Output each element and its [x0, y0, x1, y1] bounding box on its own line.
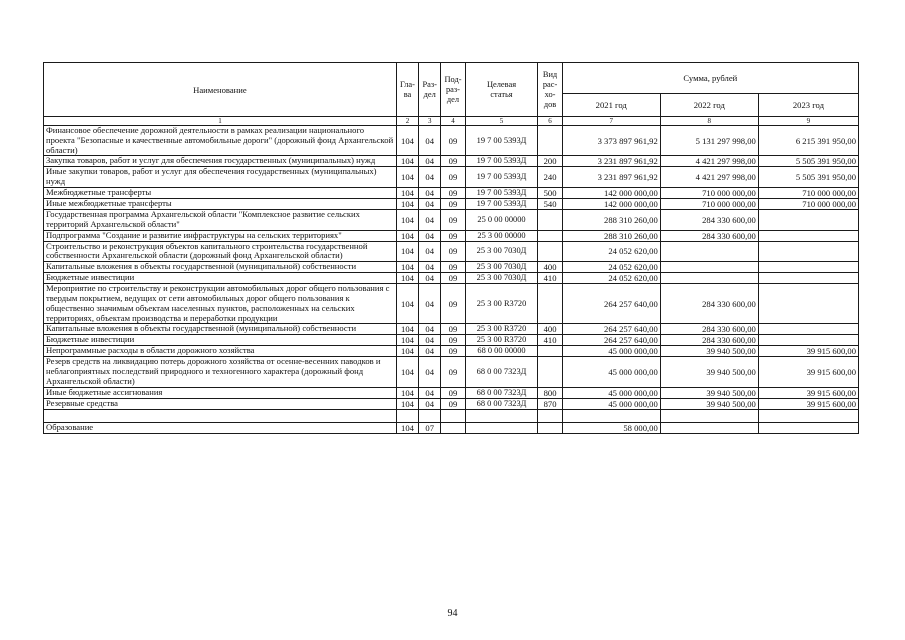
row-sum-2022: 710 000 000,00: [660, 198, 758, 209]
row-sum-2023: 39 915 600,00: [758, 387, 858, 398]
row-razdel: 04: [419, 387, 441, 398]
row-name: Подпрограмма "Создание и развитие инфраструктуры на сельских территориях": [44, 230, 397, 241]
row-sum-2021: 45 000 000,00: [562, 357, 660, 387]
col-number: 2: [396, 117, 418, 126]
header-sum: Сумма, рублей: [562, 63, 858, 94]
row-razdel: 07: [419, 422, 441, 433]
row-podrazdel: 09: [441, 209, 465, 230]
table-row: [44, 273, 859, 284]
table-row: [44, 398, 859, 409]
row-sum-2023: 39 915 600,00: [758, 357, 858, 387]
header-2021: 2021 год: [562, 94, 660, 117]
table-row: [44, 198, 859, 209]
row-sum-2023: 39 915 600,00: [758, 398, 858, 409]
row-vid: 400: [538, 324, 562, 335]
row-sum-2022: 284 330 600,00: [660, 335, 758, 346]
row-sum-2023: 6 215 391 950,00: [758, 126, 858, 156]
row-sum-2021: 264 257 640,00: [562, 324, 660, 335]
row-name: Капитальные вложения в объекты государственной (муниципальной) собственности: [44, 262, 397, 273]
row-glava: 104: [396, 126, 418, 156]
table-row: [44, 262, 859, 273]
row-name: Межбюджетные трансферты: [44, 187, 397, 198]
row-podrazdel: 09: [441, 346, 465, 357]
row-podrazdel: 09: [441, 335, 465, 346]
row-sum-2021: 24 052 620,00: [562, 241, 660, 262]
row-sum-2023: 5 505 391 950,00: [758, 167, 858, 188]
row-vid: [538, 409, 562, 422]
row-sum-2023: [758, 409, 858, 422]
row-razdel: 04: [419, 187, 441, 198]
row-name: Резерв средств на ликвидацию потерь дорожного хозяйства от осенне-весенних паводков и неблагоприятных последствий природного и техногенного характера (дорожный фонд Архангельской области): [44, 357, 397, 387]
row-sum-2021: 264 257 640,00: [562, 284, 660, 324]
row-target: 19 7 00 5393Д: [465, 167, 538, 188]
row-glava: 104: [396, 198, 418, 209]
row-podrazdel: 09: [441, 387, 465, 398]
table-row: [44, 409, 859, 422]
table-row: [44, 357, 859, 387]
row-target: [465, 422, 538, 433]
row-podrazdel: 09: [441, 156, 465, 167]
row-vid: 410: [538, 273, 562, 284]
row-glava: 104: [396, 324, 418, 335]
header-podrazdel: Под- раз- дел: [441, 63, 465, 117]
row-sum-2021: 24 052 620,00: [562, 262, 660, 273]
row-sum-2023: [758, 324, 858, 335]
table-row: [44, 284, 859, 324]
row-razdel: 04: [419, 198, 441, 209]
row-sum-2021: 142 000 000,00: [562, 198, 660, 209]
row-sum-2022: 284 330 600,00: [660, 324, 758, 335]
row-razdel: 04: [419, 262, 441, 273]
header-name: Наименование: [44, 63, 397, 117]
row-razdel: 04: [419, 241, 441, 262]
row-podrazdel: 09: [441, 398, 465, 409]
row-podrazdel: 09: [441, 324, 465, 335]
row-razdel: 04: [419, 126, 441, 156]
row-target: 68 0 00 7323Д: [465, 357, 538, 387]
row-sum-2023: [758, 230, 858, 241]
row-target: 19 7 00 5393Д: [465, 187, 538, 198]
row-name: Бюджетные инвестиции: [44, 335, 397, 346]
row-target: 25 3 00 00000: [465, 230, 538, 241]
row-name: Резервные средства: [44, 398, 397, 409]
row-sum-2021: 45 000 000,00: [562, 398, 660, 409]
row-glava: 104: [396, 335, 418, 346]
row-target: 25 3 00 R3720: [465, 335, 538, 346]
row-name: Государственная программа Архангельской области "Комплексное развитие сельских территорий Архангельской области": [44, 209, 397, 230]
row-glava: 104: [396, 284, 418, 324]
row-name: Строительство и реконструкция объектов капитального строительства государственной собственности Архангельской области (дорожный фонд Архангельской области): [44, 241, 397, 262]
table-row: [44, 230, 859, 241]
row-glava: 104: [396, 398, 418, 409]
row-sum-2023: [758, 335, 858, 346]
row-vid: [538, 357, 562, 387]
row-sum-2023: [758, 284, 858, 324]
row-vid: 870: [538, 398, 562, 409]
row-razdel: 04: [419, 209, 441, 230]
row-podrazdel: 09: [441, 198, 465, 209]
table-row: [44, 167, 859, 188]
row-razdel: 04: [419, 357, 441, 387]
row-podrazdel: 09: [441, 167, 465, 188]
row-glava: 104: [396, 241, 418, 262]
page-number: 94: [447, 608, 458, 619]
row-sum-2022: 39 940 500,00: [660, 346, 758, 357]
table-row: [44, 422, 859, 433]
table-row: [44, 241, 859, 262]
header-razdel: Раз- дел: [419, 63, 441, 117]
row-sum-2023: [758, 241, 858, 262]
row-sum-2021: 3 373 897 961,92: [562, 126, 660, 156]
row-sum-2022: 39 940 500,00: [660, 357, 758, 387]
row-glava: 104: [396, 273, 418, 284]
row-sum-2022: 39 940 500,00: [660, 387, 758, 398]
row-name: Иные бюджетные ассигнования: [44, 387, 397, 398]
table-row: [44, 126, 859, 156]
table-row: [44, 187, 859, 198]
row-sum-2021: 264 257 640,00: [562, 335, 660, 346]
header-target: Целевая статья: [465, 63, 538, 117]
row-target: 25 0 00 00000: [465, 209, 538, 230]
row-sum-2022: 284 330 600,00: [660, 209, 758, 230]
row-sum-2022: 710 000 000,00: [660, 187, 758, 198]
row-target: 19 7 00 5393Д: [465, 156, 538, 167]
row-glava: 104: [396, 187, 418, 198]
row-sum-2021: 3 231 897 961,92: [562, 156, 660, 167]
row-sum-2022: [660, 273, 758, 284]
row-sum-2022: 284 330 600,00: [660, 284, 758, 324]
row-podrazdel: [441, 409, 465, 422]
row-sum-2021: 45 000 000,00: [562, 387, 660, 398]
row-glava: 104: [396, 422, 418, 433]
table-body: [44, 126, 859, 434]
row-sum-2021: [562, 409, 660, 422]
col-number: 5: [465, 117, 538, 126]
row-sum-2021: 58 000,00: [562, 422, 660, 433]
row-sum-2023: [758, 422, 858, 433]
row-glava: 104: [396, 230, 418, 241]
row-sum-2022: [660, 241, 758, 262]
row-sum-2021: 288 310 260,00: [562, 209, 660, 230]
row-sum-2022: [660, 262, 758, 273]
row-sum-2021: 45 000 000,00: [562, 346, 660, 357]
row-sum-2023: [758, 262, 858, 273]
row-target: 68 0 00 00000: [465, 346, 538, 357]
col-number: 9: [758, 117, 858, 126]
row-vid: [538, 241, 562, 262]
table-row: [44, 156, 859, 167]
row-vid: [538, 230, 562, 241]
row-razdel: 04: [419, 335, 441, 346]
header-vid: Вид рас- хо- дов: [538, 63, 562, 117]
row-target: [465, 409, 538, 422]
row-target: 68 0 00 7323Д: [465, 398, 538, 409]
table-row: [44, 387, 859, 398]
row-name: Закупка товаров, работ и услуг для обеспечения государственных (муниципальных) нужд: [44, 156, 397, 167]
row-name: Бюджетные инвестиции: [44, 273, 397, 284]
row-sum-2023: [758, 273, 858, 284]
row-name: Финансовое обеспечение дорожной деятельности в рамках реализации национального проекта "Безопасные и качественные автомобильные дороги" (дорожный фонд Архангельской области): [44, 126, 397, 156]
column-numbers-row: [44, 117, 859, 126]
row-vid: [538, 209, 562, 230]
row-sum-2023: 710 000 000,00: [758, 198, 858, 209]
row-razdel: 04: [419, 324, 441, 335]
header-2023: 2023 год: [758, 94, 858, 117]
row-vid: [538, 346, 562, 357]
col-number: 3: [419, 117, 441, 126]
row-vid: 240: [538, 167, 562, 188]
row-glava: 104: [396, 156, 418, 167]
row-vid: 410: [538, 335, 562, 346]
row-target: 19 7 00 5393Д: [465, 126, 538, 156]
row-target: 25 3 00 7030Д: [465, 241, 538, 262]
row-podrazdel: 09: [441, 241, 465, 262]
row-razdel: 04: [419, 398, 441, 409]
row-razdel: [419, 409, 441, 422]
row-podrazdel: 09: [441, 284, 465, 324]
row-target: 25 3 00 R3720: [465, 284, 538, 324]
row-name: Иные закупки товаров, работ и услуг для обеспечения государственных (муниципальных) нужд: [44, 167, 397, 188]
row-podrazdel: 09: [441, 126, 465, 156]
table-row: [44, 335, 859, 346]
row-podrazdel: 09: [441, 357, 465, 387]
row-sum-2022: 4 421 297 998,00: [660, 167, 758, 188]
row-glava: 104: [396, 387, 418, 398]
row-podrazdel: 09: [441, 230, 465, 241]
col-number: 1: [44, 117, 397, 126]
row-razdel: 04: [419, 156, 441, 167]
row-vid: [538, 284, 562, 324]
row-target: 19 7 00 5393Д: [465, 198, 538, 209]
row-podrazdel: 09: [441, 262, 465, 273]
row-sum-2023: 5 505 391 950,00: [758, 156, 858, 167]
row-sum-2023: [758, 209, 858, 230]
row-vid: [538, 126, 562, 156]
row-vid: 800: [538, 387, 562, 398]
row-podrazdel: 09: [441, 187, 465, 198]
row-sum-2021: 24 052 620,00: [562, 273, 660, 284]
row-sum-2022: 284 330 600,00: [660, 230, 758, 241]
table-row: [44, 209, 859, 230]
row-target: 68 0 00 7323Д: [465, 387, 538, 398]
row-razdel: 04: [419, 284, 441, 324]
row-target: 25 3 00 7030Д: [465, 262, 538, 273]
row-vid: [538, 422, 562, 433]
header-2022: 2022 год: [660, 94, 758, 117]
row-vid: 540: [538, 198, 562, 209]
row-glava: 104: [396, 167, 418, 188]
row-name: Образование: [44, 422, 397, 433]
row-glava: 104: [396, 209, 418, 230]
row-vid: 400: [538, 262, 562, 273]
row-razdel: 04: [419, 273, 441, 284]
row-name: Непрограммные расходы в области дорожного хозяйства: [44, 346, 397, 357]
row-sum-2022: 5 131 297 998,00: [660, 126, 758, 156]
row-sum-2021: 3 231 897 961,92: [562, 167, 660, 188]
col-number: 7: [562, 117, 660, 126]
col-number: 4: [441, 117, 465, 126]
row-razdel: 04: [419, 230, 441, 241]
row-target: 25 3 00 R3720: [465, 324, 538, 335]
row-sum-2022: [660, 409, 758, 422]
row-sum-2021: 288 310 260,00: [562, 230, 660, 241]
budget-table: [43, 62, 859, 434]
col-number: 8: [660, 117, 758, 126]
row-target: 25 3 00 7030Д: [465, 273, 538, 284]
row-podrazdel: 09: [441, 273, 465, 284]
row-name: Капитальные вложения в объекты государственной (муниципальной) собственности: [44, 324, 397, 335]
row-name: Иные межбюджетные трансферты: [44, 198, 397, 209]
row-razdel: 04: [419, 167, 441, 188]
row-glava: [396, 409, 418, 422]
row-glava: 104: [396, 357, 418, 387]
row-vid: 500: [538, 187, 562, 198]
row-sum-2023: 39 915 600,00: [758, 346, 858, 357]
row-sum-2021: 142 000 000,00: [562, 187, 660, 198]
row-name: Мероприятие по строительству и реконструкции автомобильных дорог общего пользования с твердым покрытием, ведущих от сети автомобильных дорог общего пользования к общественно значимым объектам населенных пунктов, расположенных на сельских территориях, объектам производства и переработки продукции: [44, 284, 397, 324]
row-razdel: 04: [419, 346, 441, 357]
table-row: [44, 346, 859, 357]
row-name: [44, 409, 397, 422]
row-glava: 104: [396, 262, 418, 273]
row-sum-2022: [660, 422, 758, 433]
row-sum-2022: 4 421 297 998,00: [660, 156, 758, 167]
row-sum-2023: 710 000 000,00: [758, 187, 858, 198]
row-vid: 200: [538, 156, 562, 167]
row-sum-2022: 39 940 500,00: [660, 398, 758, 409]
row-glava: 104: [396, 346, 418, 357]
header-glava: Гла- ва: [396, 63, 418, 117]
row-podrazdel: [441, 422, 465, 433]
table-row: [44, 324, 859, 335]
col-number: 6: [538, 117, 562, 126]
